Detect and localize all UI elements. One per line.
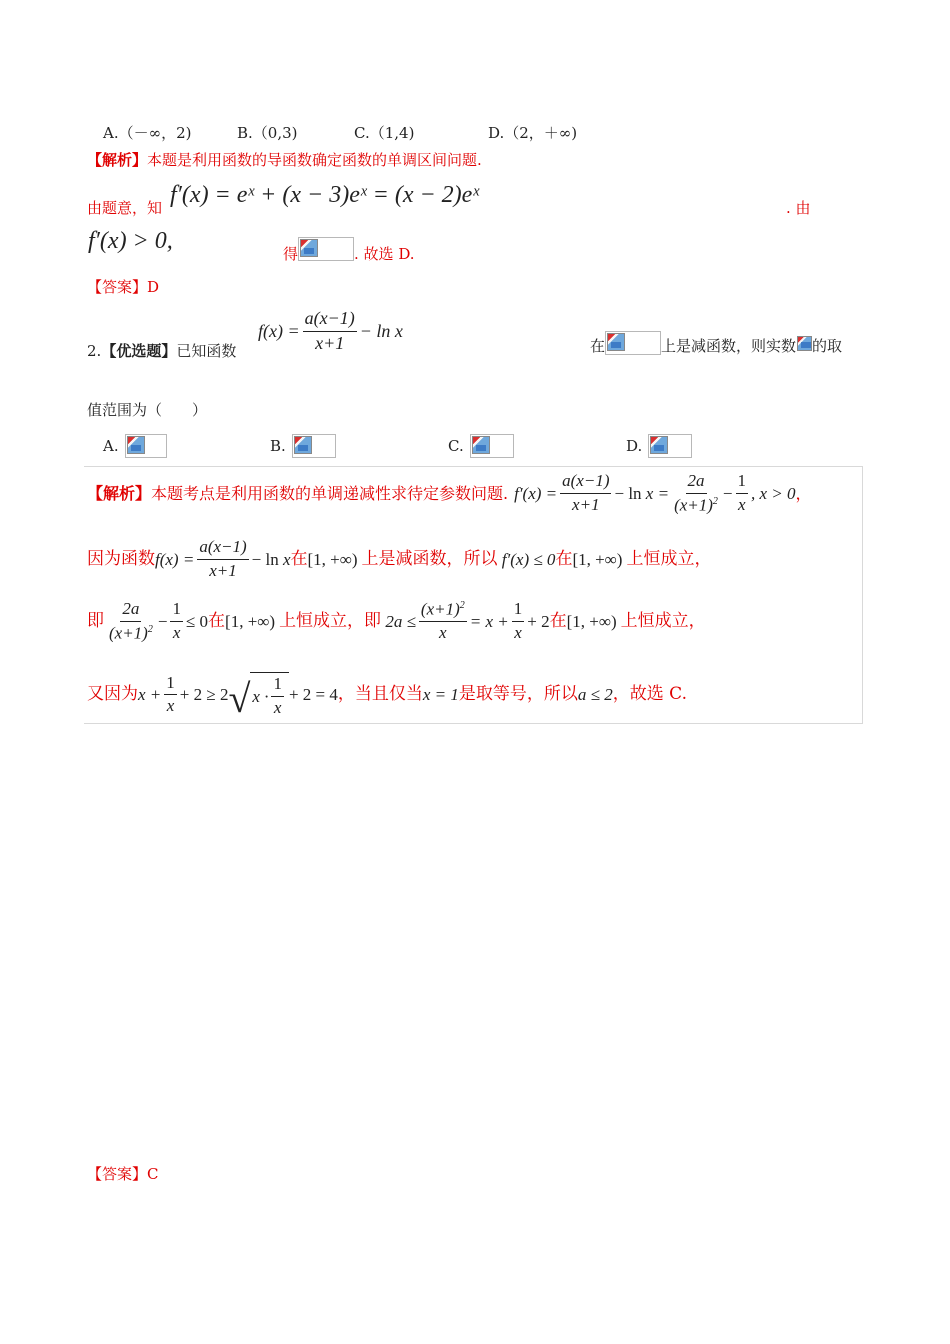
q2-option-a-label: A.	[103, 436, 119, 455]
q1-option-d: D.（2，＋∞)	[488, 124, 578, 142]
q2-option-c	[448, 434, 514, 458]
q2-option-d	[626, 434, 692, 458]
q2-l3-c: 上恒成立，即	[279, 611, 382, 632]
q2-func-den: x+1	[315, 332, 345, 353]
q1-analysis-tag: 【解析】	[87, 151, 148, 169]
q2-l3-d: 在	[549, 611, 567, 632]
q2-answer-value: C	[147, 1165, 159, 1183]
q2-option-c-image	[470, 434, 514, 458]
q2-l2-c: 上是减函数，所以	[361, 548, 498, 569]
q1-answer-tag: 【答案】	[87, 278, 148, 296]
q2-l4-a: 又因为	[87, 684, 138, 705]
q2-l2-cond: f′(x) ≤ 0	[497, 549, 556, 569]
q1-choose-text: . 故选 D.	[354, 245, 415, 263]
broken-image-icon	[300, 239, 318, 257]
q2-option-b-label: B.	[270, 436, 286, 455]
q2-stem-c: 上是减函数，则实数	[661, 337, 797, 355]
q2-option-a-image	[125, 434, 167, 458]
q1-condition-formula: f′(x) > 0,	[88, 228, 173, 254]
q2-l3-interval-2: [1, +∞)	[566, 612, 617, 632]
q2-derivative-expression: f′(x) = $\frac{a(x-1)}{x+1}$ − ln x = $\frac{2a}{(x+1)^2}$ − $\frac{1}{x}$ , x > 0	[514, 471, 796, 515]
q2-l2-d: 在	[555, 548, 573, 569]
q1-result-line	[283, 235, 415, 262]
q2-stem-e: 值范围为（ ）	[87, 401, 208, 419]
q2-option-c-label: C.	[448, 436, 464, 455]
q2-func-tail: − ln x	[359, 321, 403, 342]
q1-interval-image	[298, 237, 354, 261]
q2-l4-b: ，当且仅当	[337, 684, 423, 705]
q2-analysis-line-1: 【解析】 本题考点是利用函数的单调递减性求待定参数问题. f′(x) = $\frac{a(x-1)}{x+1}$ − ln x = $\frac{2a}{(x+1)^2}$ − $\frac{1}{x}$ , x > 0 ，	[87, 471, 812, 515]
q2-stem-right	[590, 331, 842, 355]
q2-param-image	[796, 335, 812, 355]
q1-given-suffix: . 由	[786, 199, 811, 217]
q2-l4-c: 是取等号，所以	[458, 684, 578, 705]
q2-l3-e: 上恒成立，	[620, 611, 706, 632]
q2-l2-interval: [1, +∞)	[307, 549, 358, 569]
q2-option-b-image	[292, 434, 336, 458]
q2-number-line	[87, 344, 236, 359]
q1-given-prefix: 由题意，知	[87, 199, 163, 217]
q2-l2-interval-2: [1, +∞)	[572, 549, 623, 569]
q2-analysis-line-4	[87, 672, 687, 722]
q2-l2-b: 在	[290, 548, 308, 569]
q2-l3-expr: $\frac{2a}{(x+1)^2}$ − $\frac{1}{x}$ ≤ 0	[109, 599, 209, 643]
q2-interval-image	[605, 331, 661, 355]
q2-answer-tag: 【答案】	[87, 1165, 148, 1183]
q2-option-a	[103, 434, 167, 458]
q1-answer-line	[87, 280, 159, 295]
broken-image-icon	[294, 436, 312, 454]
q2-option-b	[270, 434, 336, 458]
q2-answer-line	[87, 1167, 159, 1182]
q2-option-d-image	[648, 434, 692, 458]
q2-stem-b: 在	[590, 337, 606, 355]
q2-function-definition	[258, 309, 403, 354]
q1-option-b: B.（0,3)	[237, 124, 298, 142]
broken-image-icon	[127, 436, 145, 454]
q2-l4-res: a ≤ 2	[577, 685, 613, 705]
broken-image-icon	[472, 436, 490, 454]
q1-option-a: A.（－∞，2)	[103, 124, 192, 142]
q2-l3-b: 在	[208, 611, 226, 632]
q2-l3-ineq: 2a ≤ $\frac{(x+1)^2}{x}$ = x + $\frac{1}{x}$ + 2	[381, 599, 550, 643]
q2-analysis-l1-text: 本题考点是利用函数的单调递减性求待定参数问题.	[151, 483, 509, 503]
q2-l3-interval: [1, +∞)	[225, 612, 276, 632]
q2-l2-e: 上恒成立，	[626, 548, 712, 569]
q1-derivative-formula: f′(x) = eˣ + (x − 3)eˣ = (x − 2)eˣ	[170, 182, 480, 208]
q2-options	[103, 434, 703, 460]
q2-func-num: a(x−1)	[303, 309, 357, 332]
q2-l2-a: 因为函数	[87, 548, 155, 569]
q2-l2-func: f(x) = $\frac{a(x-1)}{x+1}$ − ln x	[155, 537, 291, 580]
broken-image-icon	[650, 436, 668, 454]
q1-analysis-text: 本题是利用函数的导函数确定函数的单调区间问题.	[147, 151, 482, 169]
q2-l3-a: 即	[87, 611, 104, 632]
q2-stem-d: 的取	[812, 337, 843, 355]
q2-analysis-line-3	[87, 600, 706, 643]
q2-number: 2.	[87, 342, 102, 360]
q2-analysis-tag: 【解析】	[87, 483, 152, 503]
q1-analysis-line	[87, 153, 482, 168]
q1-get-text: 得	[283, 245, 299, 263]
q2-stem-a: 已知函数	[176, 342, 237, 360]
sqrt-symbol: √ x · $\frac{1}{x}$	[228, 672, 289, 717]
q2-option-d-label: D.	[626, 436, 643, 455]
q2-tag: 【优选题】	[101, 342, 177, 360]
broken-image-icon	[607, 333, 625, 351]
q2-l4-d: ，故选 C.	[612, 684, 687, 705]
q2-func-fraction	[303, 309, 357, 354]
q2-l4-expr: x + $\frac{1}{x}$ + 2 ≥ 2 √ x · $\frac{1}{x}$ + 2 = 4	[138, 672, 338, 722]
q1-answer-value: D	[147, 278, 160, 296]
q2-l4-eq: x = 1	[422, 685, 459, 705]
q2-analysis-line-2	[87, 538, 711, 580]
q2-func-lhs: f(x) =	[258, 321, 300, 342]
broken-image-icon	[797, 336, 812, 351]
q1-option-c: C.（1,4)	[354, 124, 415, 142]
